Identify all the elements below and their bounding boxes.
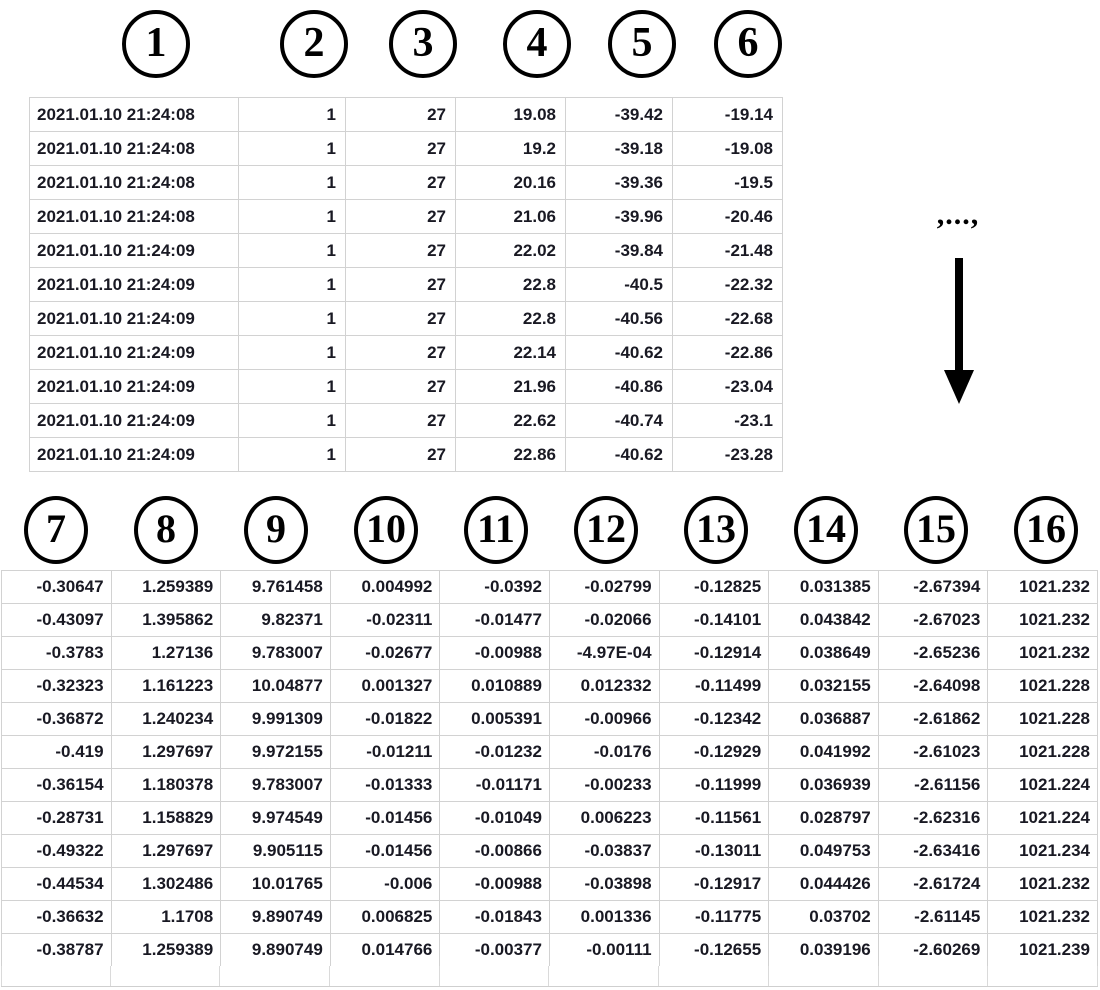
column-number-circle: 7	[24, 496, 88, 564]
arrow-head	[944, 370, 974, 404]
table-cell: -0.00966	[549, 703, 659, 736]
table-cell: -0.01456	[330, 802, 440, 835]
table-cell: -39.36	[566, 166, 673, 200]
table-cell: 21.96	[456, 370, 566, 404]
table-cell: 1	[239, 98, 346, 132]
table-cell: 0.010889	[440, 670, 550, 703]
table-cell: -40.62	[566, 438, 673, 472]
table-cell: -0.11999	[659, 769, 769, 802]
table-cell: -0.12914	[659, 637, 769, 670]
table-cell: -23.1	[673, 404, 783, 438]
table-cell: 9.972155	[221, 736, 331, 769]
table-cell: -0.0392	[440, 571, 550, 604]
table-cell: 9.905115	[221, 835, 331, 868]
table-cell: 27	[346, 404, 456, 438]
table-cell: -19.14	[673, 98, 783, 132]
table-cell: 2021.01.10 21:24:09	[30, 404, 239, 438]
table-cell: 2021.01.10 21:24:09	[30, 438, 239, 472]
truncated-cell	[330, 966, 440, 986]
table-cell: 22.62	[456, 404, 566, 438]
table-cell: -2.61156	[878, 769, 988, 802]
table-cell: 9.974549	[221, 802, 331, 835]
table-cell: 0.006825	[330, 901, 440, 934]
table-cell: 1.180378	[111, 769, 221, 802]
table-cell: -22.32	[673, 268, 783, 302]
top-table-body	[30, 98, 783, 472]
table-row	[30, 98, 783, 132]
table-cell: 0.014766	[330, 934, 440, 967]
table-cell: 10.04877	[221, 670, 331, 703]
table-cell: -19.5	[673, 166, 783, 200]
table-cell: -0.30647	[2, 571, 112, 604]
table-cell: 27	[346, 132, 456, 166]
table-row	[2, 703, 1098, 736]
table-cell: 1	[239, 404, 346, 438]
table-row	[2, 835, 1098, 868]
truncated-cell	[879, 966, 989, 986]
table-cell: -0.00988	[440, 637, 550, 670]
table-cell: -39.18	[566, 132, 673, 166]
top-data-table	[29, 97, 783, 472]
table-cell: -2.63416	[878, 835, 988, 868]
table-cell: 22.86	[456, 438, 566, 472]
table-cell: 1021.232	[988, 571, 1098, 604]
table-cell: -0.36632	[2, 901, 112, 934]
table-cell: -19.08	[673, 132, 783, 166]
table-row	[30, 336, 783, 370]
column-number-circle: 8	[134, 496, 198, 564]
table-row	[2, 571, 1098, 604]
table-cell: 1021.232	[988, 901, 1098, 934]
table-cell: -0.02799	[549, 571, 659, 604]
table-cell: -0.36872	[2, 703, 112, 736]
column-number-circle: 6	[714, 10, 782, 78]
column-number-circle: 4	[503, 10, 571, 78]
table-cell: -0.02311	[330, 604, 440, 637]
column-number-circle: 10	[354, 496, 418, 564]
table-cell: -2.61145	[878, 901, 988, 934]
table-cell: -0.03837	[549, 835, 659, 868]
table-cell: 21.06	[456, 200, 566, 234]
table-cell: 0.028797	[769, 802, 879, 835]
table-cell: 1021.232	[988, 604, 1098, 637]
table-cell: -21.48	[673, 234, 783, 268]
table-cell: 27	[346, 234, 456, 268]
table-cell: 1.297697	[111, 835, 221, 868]
table-cell: 19.2	[456, 132, 566, 166]
table-cell: 27	[346, 370, 456, 404]
continuation-ellipsis: ,...,	[936, 198, 980, 231]
table-cell: -40.5	[566, 268, 673, 302]
table-cell: 2021.01.10 21:24:09	[30, 268, 239, 302]
table-cell: -0.00866	[440, 835, 550, 868]
column-number-circle: 15	[904, 496, 968, 564]
table-cell: 1021.228	[988, 703, 1098, 736]
table-cell: -2.61862	[878, 703, 988, 736]
table-cell: 0.012332	[549, 670, 659, 703]
table-cell: -0.0176	[549, 736, 659, 769]
table-cell: -20.46	[673, 200, 783, 234]
table-cell: 19.08	[456, 98, 566, 132]
table-cell: 0.03702	[769, 901, 879, 934]
table-cell: 2021.01.10 21:24:09	[30, 302, 239, 336]
table-cell: -23.04	[673, 370, 783, 404]
table-cell: -39.42	[566, 98, 673, 132]
table-cell: 0.001327	[330, 670, 440, 703]
table-cell: -0.3783	[2, 637, 112, 670]
truncated-cell	[111, 966, 221, 986]
column-number-circle: 13	[684, 496, 748, 564]
table-cell: -40.74	[566, 404, 673, 438]
table-row	[2, 802, 1098, 835]
table-cell: -0.11499	[659, 670, 769, 703]
table-cell: 9.890749	[221, 901, 331, 934]
table-cell: 1.259389	[111, 934, 221, 967]
table-cell: -0.01822	[330, 703, 440, 736]
table-cell: -2.65236	[878, 637, 988, 670]
truncated-cell	[1, 966, 111, 986]
table-cell: 0.041992	[769, 736, 879, 769]
table-cell: -40.62	[566, 336, 673, 370]
table-row	[30, 132, 783, 166]
table-cell: 27	[346, 302, 456, 336]
table-cell: -0.03898	[549, 868, 659, 901]
table-cell: -0.01171	[440, 769, 550, 802]
table-cell: 2021.01.10 21:24:08	[30, 166, 239, 200]
table-cell: -2.67023	[878, 604, 988, 637]
table-cell: 22.8	[456, 268, 566, 302]
table-cell: -0.44534	[2, 868, 112, 901]
table-cell: 1.158829	[111, 802, 221, 835]
table-cell: 1.1708	[111, 901, 221, 934]
table-cell: -0.00988	[440, 868, 550, 901]
table-cell: -0.12917	[659, 868, 769, 901]
table-cell: -22.86	[673, 336, 783, 370]
table-cell: 0.032155	[769, 670, 879, 703]
table-cell: 1.27136	[111, 637, 221, 670]
table-cell: 0.005391	[440, 703, 550, 736]
table-cell: -2.61724	[878, 868, 988, 901]
table-cell: 0.049753	[769, 835, 879, 868]
table-cell: -0.11561	[659, 802, 769, 835]
table-cell: 0.004992	[330, 571, 440, 604]
truncated-cell	[440, 966, 550, 986]
table-cell: -0.32323	[2, 670, 112, 703]
table-cell: -0.49322	[2, 835, 112, 868]
table-cell: 9.890749	[221, 934, 331, 967]
table-row	[2, 637, 1098, 670]
table-cell: -2.67394	[878, 571, 988, 604]
table-cell: 27	[346, 438, 456, 472]
table-row	[2, 604, 1098, 637]
table-cell: 0.038649	[769, 637, 879, 670]
table-cell: -0.00233	[549, 769, 659, 802]
down-arrow-icon	[944, 258, 974, 404]
column-number-circle: 11	[464, 496, 528, 564]
truncated-cell	[220, 966, 330, 986]
column-number-circle: 14	[794, 496, 858, 564]
table-cell: 1021.228	[988, 670, 1098, 703]
table-cell: 2021.01.10 21:24:08	[30, 132, 239, 166]
table-cell: 1	[239, 234, 346, 268]
table-cell: 22.14	[456, 336, 566, 370]
table-cell: 1	[239, 166, 346, 200]
table-row	[2, 769, 1098, 802]
table-cell: 0.043842	[769, 604, 879, 637]
table-cell: 0.001336	[549, 901, 659, 934]
table-row	[30, 438, 783, 472]
column-number-circle: 5	[608, 10, 676, 78]
table-cell: 27	[346, 98, 456, 132]
table-cell: -0.02066	[549, 604, 659, 637]
table-cell: -0.02677	[330, 637, 440, 670]
table-cell: -39.96	[566, 200, 673, 234]
table-cell: 1021.234	[988, 835, 1098, 868]
bottom-data-table	[1, 570, 1098, 967]
truncated-cell	[988, 966, 1098, 986]
column-number-circle: 12	[574, 496, 638, 564]
table-cell: 1	[239, 336, 346, 370]
table-cell: -39.84	[566, 234, 673, 268]
table-cell: 9.783007	[221, 769, 331, 802]
table-cell: 27	[346, 336, 456, 370]
table-cell: -40.56	[566, 302, 673, 336]
column-number-circle: 3	[389, 10, 457, 78]
column-number-circle: 16	[1014, 496, 1078, 564]
table-cell: 1021.224	[988, 769, 1098, 802]
table-cell: -0.006	[330, 868, 440, 901]
table-cell: -0.01049	[440, 802, 550, 835]
table-cell: -0.14101	[659, 604, 769, 637]
table-cell: -0.12929	[659, 736, 769, 769]
table-cell: 9.761458	[221, 571, 331, 604]
table-cell: 2021.01.10 21:24:08	[30, 200, 239, 234]
table-row	[2, 736, 1098, 769]
table-row	[2, 934, 1098, 967]
table-row	[30, 200, 783, 234]
table-cell: 1	[239, 438, 346, 472]
table-cell: -0.01477	[440, 604, 550, 637]
table-cell: 9.991309	[221, 703, 331, 736]
table-cell: -0.11775	[659, 901, 769, 934]
table-cell: 1021.239	[988, 934, 1098, 967]
table-cell: -0.43097	[2, 604, 112, 637]
table-cell: -2.62316	[878, 802, 988, 835]
table-cell: 2021.01.10 21:24:09	[30, 370, 239, 404]
table-cell: -0.38787	[2, 934, 112, 967]
table-cell: 2021.01.10 21:24:09	[30, 336, 239, 370]
table-cell: 2021.01.10 21:24:08	[30, 98, 239, 132]
table-row	[30, 166, 783, 200]
table-row	[30, 370, 783, 404]
table-cell: -0.00111	[549, 934, 659, 967]
table-cell: -40.86	[566, 370, 673, 404]
table-cell: 9.783007	[221, 637, 331, 670]
table-cell: -2.64098	[878, 670, 988, 703]
table-cell: -0.01211	[330, 736, 440, 769]
table-cell: -0.01456	[330, 835, 440, 868]
table-cell: -0.12342	[659, 703, 769, 736]
table-row	[2, 901, 1098, 934]
table-cell: 1021.228	[988, 736, 1098, 769]
table-cell: 1.259389	[111, 571, 221, 604]
table-cell: 1.161223	[111, 670, 221, 703]
bottom-table-body	[2, 571, 1098, 967]
table-cell: -0.36154	[2, 769, 112, 802]
table-row	[30, 404, 783, 438]
table-row	[30, 302, 783, 336]
table-cell: 22.02	[456, 234, 566, 268]
table-cell: 1	[239, 200, 346, 234]
table-cell: 1.240234	[111, 703, 221, 736]
table-cell: -0.12655	[659, 934, 769, 967]
table-cell: 0.036939	[769, 769, 879, 802]
table-cell: 22.8	[456, 302, 566, 336]
table-cell: 1021.232	[988, 868, 1098, 901]
table-cell: -0.28731	[2, 802, 112, 835]
table-cell: -2.61023	[878, 736, 988, 769]
table-cell: 9.82371	[221, 604, 331, 637]
column-number-circle: 9	[244, 496, 308, 564]
table-cell: 1	[239, 268, 346, 302]
table-cell: 0.031385	[769, 571, 879, 604]
truncated-cell	[659, 966, 769, 986]
table-cell: 1.302486	[111, 868, 221, 901]
table-cell: -0.01232	[440, 736, 550, 769]
table-cell: 27	[346, 166, 456, 200]
table-cell: -0.00377	[440, 934, 550, 967]
truncated-cell	[549, 966, 659, 986]
table-row	[2, 868, 1098, 901]
table-row	[30, 268, 783, 302]
table-cell: 0.006223	[549, 802, 659, 835]
truncated-next-row	[1, 966, 1098, 987]
table-cell: 1.395862	[111, 604, 221, 637]
table-cell: 27	[346, 268, 456, 302]
table-row	[30, 234, 783, 268]
table-cell: 1	[239, 132, 346, 166]
column-number-circle: 2	[280, 10, 348, 78]
table-cell: -0.419	[2, 736, 112, 769]
table-cell: -0.01843	[440, 901, 550, 934]
table-cell: -23.28	[673, 438, 783, 472]
table-cell: -0.01333	[330, 769, 440, 802]
table-cell: 10.01765	[221, 868, 331, 901]
table-cell: 0.036887	[769, 703, 879, 736]
arrow-shaft	[955, 258, 963, 372]
table-cell: 1.297697	[111, 736, 221, 769]
table-cell: 0.044426	[769, 868, 879, 901]
column-number-circle: 1	[122, 10, 190, 78]
table-cell: 2021.01.10 21:24:09	[30, 234, 239, 268]
table-cell: -0.12825	[659, 571, 769, 604]
table-cell: 1	[239, 370, 346, 404]
table-cell: 1	[239, 302, 346, 336]
table-cell: -2.60269	[878, 934, 988, 967]
table-cell: 1021.224	[988, 802, 1098, 835]
table-cell: 20.16	[456, 166, 566, 200]
table-cell: -4.97E-04	[549, 637, 659, 670]
table-cell: 0.039196	[769, 934, 879, 967]
table-cell: -22.68	[673, 302, 783, 336]
table-cell: 27	[346, 200, 456, 234]
table-cell: 1021.232	[988, 637, 1098, 670]
table-row	[2, 670, 1098, 703]
table-cell: -0.13011	[659, 835, 769, 868]
truncated-cell	[769, 966, 879, 986]
